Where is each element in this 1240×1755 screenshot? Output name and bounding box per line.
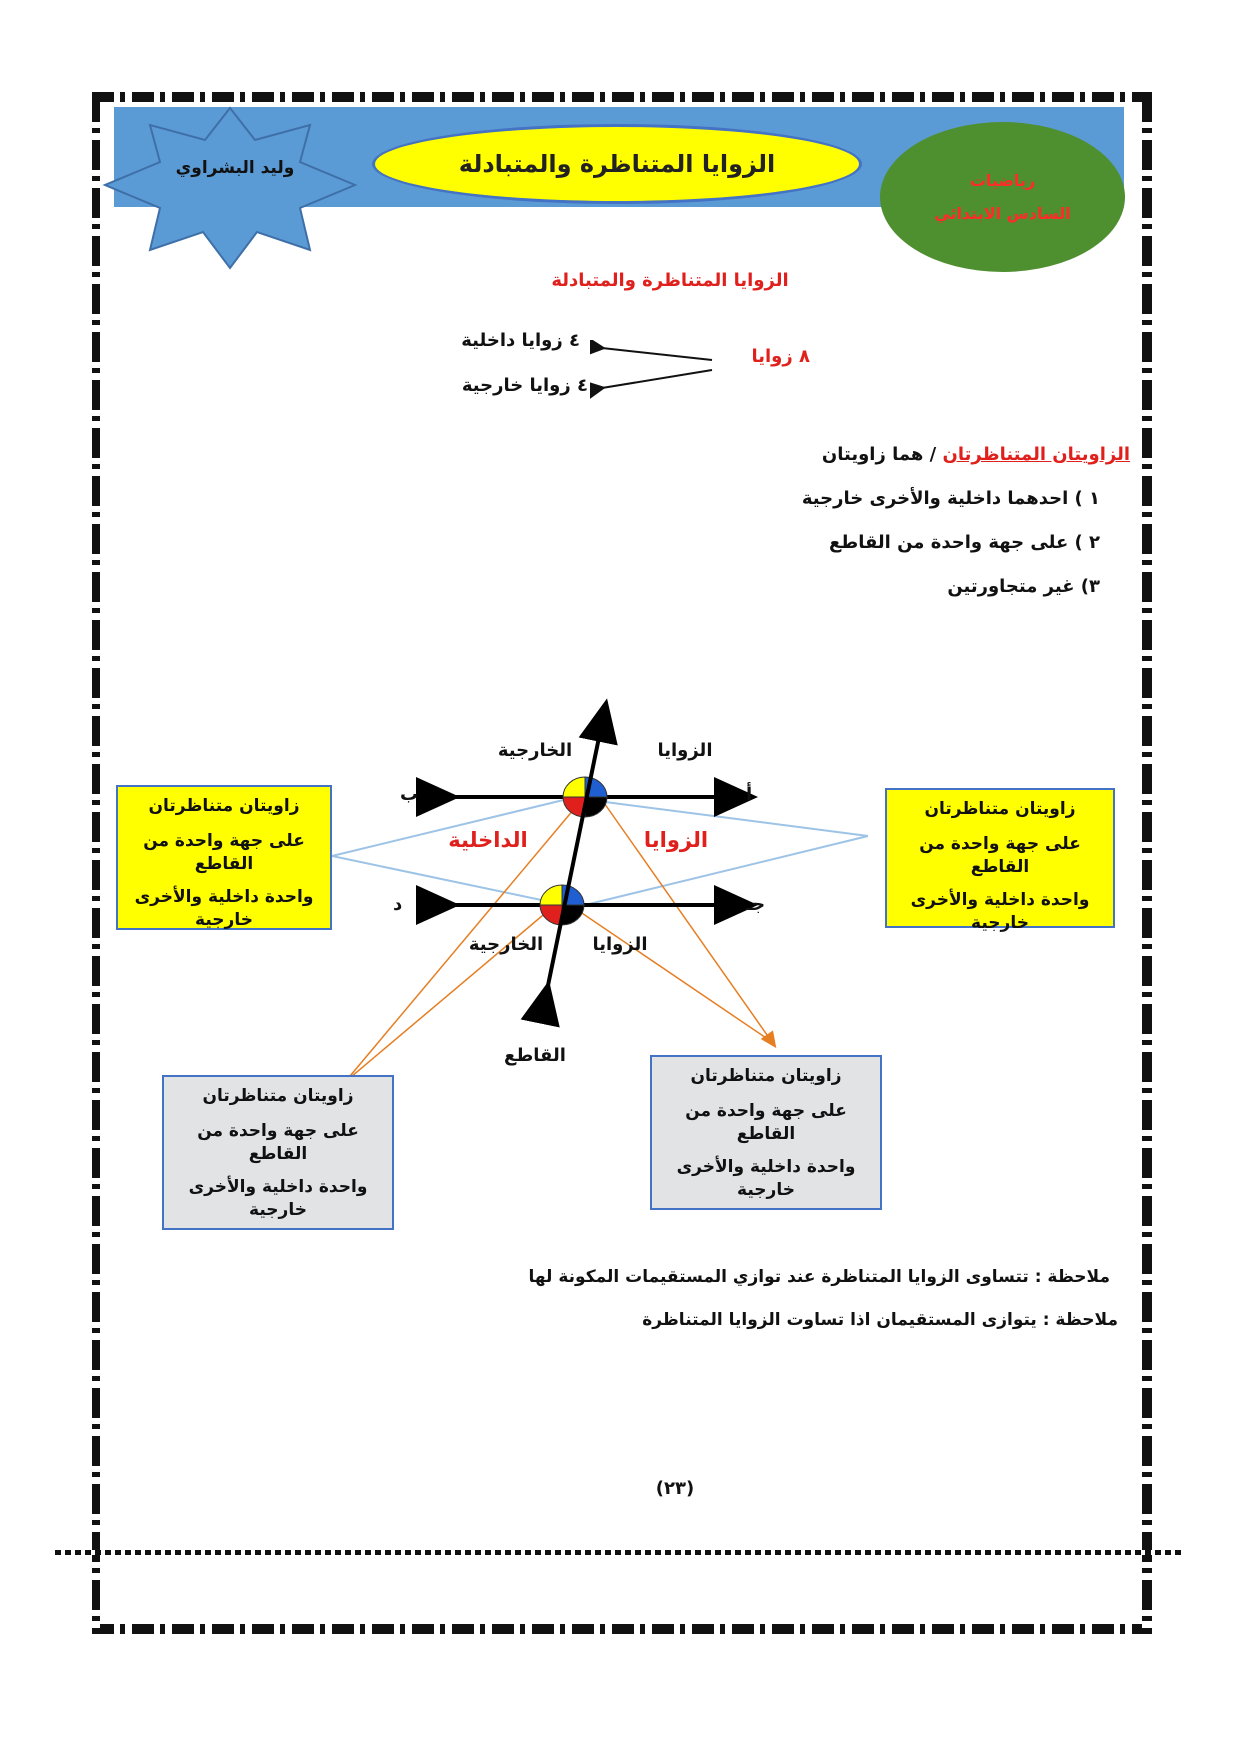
callout-box-bottom-left	[162, 1075, 394, 1230]
callout-bottom-right-line1: زاويتان متناظرتان	[690, 1066, 842, 1086]
page-number: (٢٣)	[655, 1478, 695, 1499]
page-title-text: الزوايا المتناظرة والمتبادلة	[458, 150, 776, 178]
label-exterior-top: الخارجية	[497, 740, 573, 761]
connector-right-lower	[585, 836, 868, 905]
connector-gray-right-2	[570, 905, 772, 1042]
subject-label: رياضيات	[969, 171, 1036, 190]
label-transversal: القاطع	[504, 1045, 566, 1066]
callout-bottom-left-line1: زاويتان متناظرتان	[202, 1086, 354, 1106]
label-exterior-bottom: الخارجية	[468, 934, 544, 955]
callout-bottom-right-line2: على جهة واحدة من القاطع	[685, 1100, 847, 1144]
condition-3: ٣) غير متجاورتين	[947, 576, 1100, 597]
connector-left-lower	[332, 856, 565, 905]
point-j-label: جـ	[746, 894, 766, 915]
callout-left-line1: زاويتان متناظرتان	[148, 796, 300, 816]
point-a-label: أ	[746, 784, 753, 805]
connector-right-upper	[590, 800, 868, 836]
callout-left-line3: واحدة داخلية والأخرى خارجية	[134, 886, 314, 930]
label-interior: الداخلية	[448, 828, 528, 852]
grade-label: السادس الابتدائي	[934, 204, 1071, 223]
condition-2: ٢ ) على جهة واحدة من القاطع	[828, 532, 1100, 553]
interior-angles-label: ٤ زوايا داخلية	[461, 330, 580, 351]
callout-bottom-right-line3: واحدة داخلية والأخرى خارجية	[676, 1156, 856, 1200]
definition-term: الزاويتان المتناظرتان	[942, 444, 1130, 465]
callout-box-right	[885, 788, 1115, 933]
definition-intro: / هما زاويتان	[821, 444, 943, 465]
callout-right-line3: واحدة داخلية والأخرى خارجية	[910, 889, 1090, 933]
note-2: ملاحظة : يتوازى المستقيمان اذا تساوت الزوايا المتناظرة	[642, 1310, 1118, 1330]
callout-right-line1: زاويتان متناظرتان	[924, 799, 1076, 819]
callout-box-bottom-right	[650, 1055, 882, 1210]
note-1: ملاحظة : تتساوى الزوايا المتناظرة عند توازي المستقيمات المكونة لها	[528, 1267, 1110, 1287]
condition-1: ١ ) احدهما داخلية والأخرى خارجية	[801, 488, 1100, 509]
callout-left-line2: على جهة واحدة من القاطع	[143, 830, 305, 874]
callout-right-line2: على جهة واحدة من القاطع	[919, 833, 1081, 877]
callout-box-left	[116, 785, 332, 930]
label-angles-bottom: الزوايا	[592, 934, 648, 955]
author-name: وليد البشراوي	[175, 158, 295, 178]
label-angles-top: الزوايا	[657, 740, 713, 761]
exterior-angles-label: ٤ زوايا خارجية	[461, 375, 588, 396]
point-b-label: ب	[400, 784, 419, 805]
total-angles-label: ٨ زوايا	[751, 346, 810, 367]
callout-bottom-left-line3: واحدة داخلية والأخرى خارجية	[188, 1176, 368, 1220]
section-title: الزوايا المتناظرة والمتبادلة	[551, 270, 789, 291]
label-angles-mid: الزوايا	[643, 828, 709, 852]
callout-bottom-left-line2: على جهة واحدة من القاطع	[197, 1120, 359, 1164]
point-d-label: د	[393, 894, 403, 915]
